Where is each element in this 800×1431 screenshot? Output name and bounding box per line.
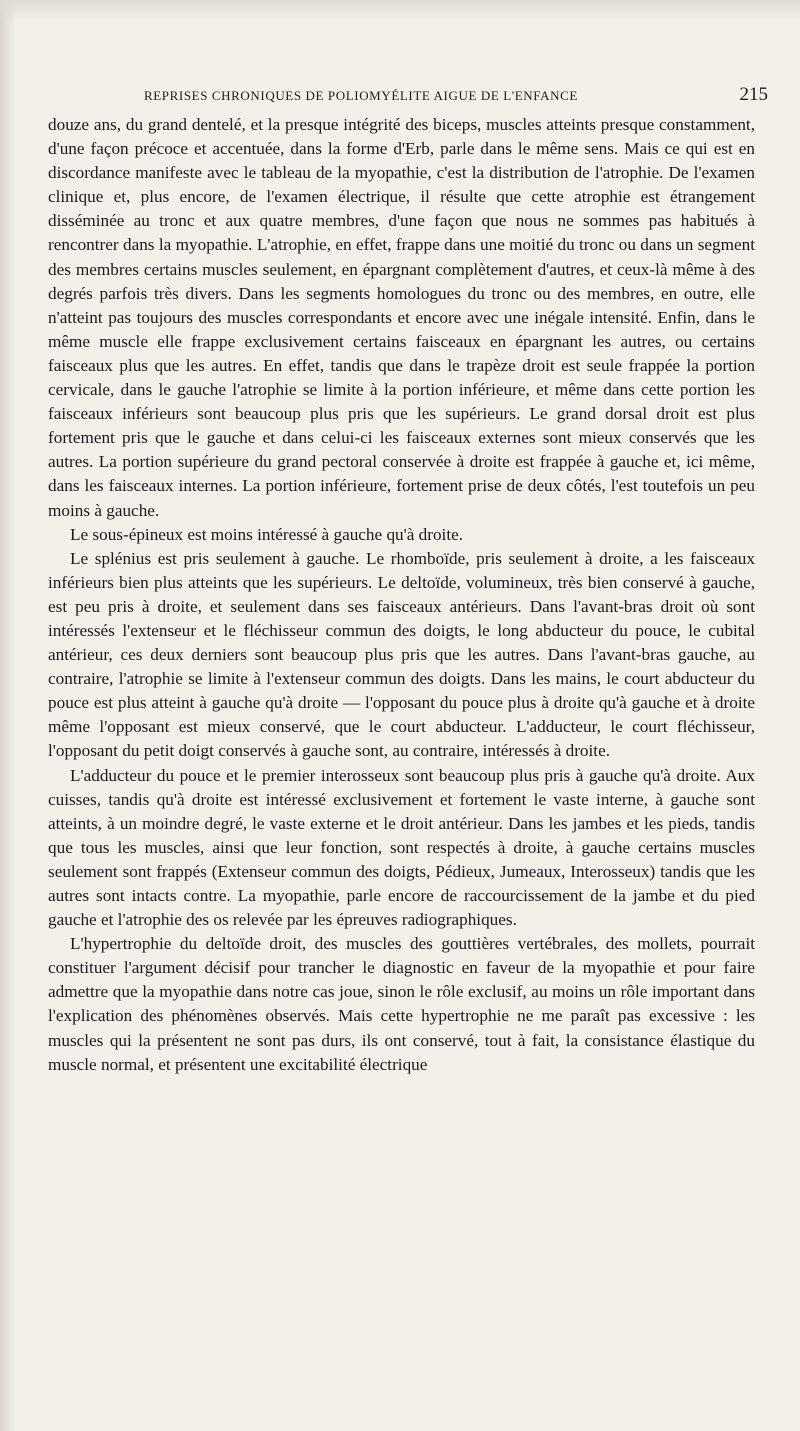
page-top-shadow [0,0,800,22]
paragraph-4: L'adducteur du pouce et le premier interosseux sont beaucoup plus pris à gauche qu'à droite. Aux cuisses, tandis qu'à droite est intéressé exclusivement et fortement le vaste interne, à gauche sont atteints, à un moindre degré, le vaste externe et le droit antérieur. Dans les jambes et les pieds, tandis que tous les muscles, ainsi que leur fonction, sont respectés à droite, à gauche certains muscles seulement sont frappés (Extenseur commun des doigts, Pédieux, Jumeaux, Interosseux) tandis que les autres sont intacts contre. La myopathie, parle encore de raccourcissement de la jambe et du pied gauche et l'atrophie des os relevée par les épreuves radiographiques. [48,765,755,930]
running-head [40,84,768,106]
paragraph-2: Le sous-épineux est moins intéressé à gauche qu'à droite. [70,524,464,544]
paragraph-1: douze ans, du grand dentelé, et la presque intégrité des biceps, muscles atteints presque constamment, d'une façon précoce et accentuée, dans la forme d'Erb, parle dans le même sens. Mais ce qui est en discordance manifeste avec le tableau de la myopathie, c'est la distribution de l'atrophie. De l'examen clinique et, plus encore, de l'examen électrique, il résulte que cette atrophie est étrangement disséminée au tronc et aux quatre membres, d'une façon que nous ne sommes pas habitués à rencontrer dans la myopathie. L'atrophie, en effet, frappe dans une moitié du tronc ou dans un segment des membres certains muscles seulement, en épargnant complètement d'autres, et ceux-là même à des degrés parfois très divers. Dans les segments homologues du tronc ou des membres, en outre, elle n'atteint pas toujours des muscles correspondants et encore avec une inégale intensité. Enfin, dans le même muscle elle frappe exclusivement certains faisceaux en épargnant les autres, ou certains faisceaux plus que les autres. En effet, tandis que dans le trapèze droit est seule frappée la portion cervicale, dans le gauche l'atrophie se limite à la portion inférieure, et même dans cette portion les faisceaux inférieurs sont beaucoup plus pris que les supérieurs. Le grand dorsal droit est plus fortement pris que le gauche et dans celui-ci les faisceaux externes sont mieux conservés que les autres. La portion supérieure du grand pectoral conservée à droite est frappée à gauche et, ici même, dans les faisceaux internes. La portion inférieure, fortement prise de deux côtés, l'est toutefois un peu moins à gauche. [48,115,755,520]
body-text [48,113,755,1077]
paragraph-3: Le splénius est pris seulement à gauche. Le rhomboïde, pris seulement à droite, a les faisceaux inférieurs bien plus atteints que les supérieurs. Le deltoïde, volumineux, très bien conservé à gauche, est peu pris à droite, et seulement dans ses faisceaux antérieurs. Dans l'avant-bras droit où sont intéressés l'extenseur et le fléchisseur commun des doigts, le long abducteur du pouce, le cubital antérieur, ces deux derniers sont beaucoup plus pris que les autres. Dans l'avant-bras gauche, au contraire, l'atrophie se limite à l'extenseur commun des doigts. Dans les mains, le court abducteur du pouce est plus atteint à gauche qu'à droite — l'opposant du pouce plus à droite qu'à gauche et à droite même l'opposant est mieux conservé, que le court abducteur. L'adducteur, le court fléchisseur, l'opposant du petit doigt conservés à gauche sont, au contraire, intéressés à droite. [48,548,755,761]
page-number: 215 [739,84,768,105]
running-title: REPRISES CHRONIQUES DE POLIOMYÉLITE AIGUE DE L'ENFANCE [144,88,578,103]
paragraph-5: L'hypertrophie du deltoïde droit, des muscles des gouttières vertébrales, des mollets, pourrait constituer l'argument décisif pour trancher le diagnostic en faveur de la myopathie et pour faire admettre que la myopathie dans notre cas joue, sinon le rôle exclusif, au moins un rôle important dans l'explication des phénomènes observés. Mais cette hypertrophie ne me paraît pas excessive : les muscles qui la présentent ne sont pas durs, ils ont conservé, tout à fait, la consistance élastique du muscle normal, et présentent une excitabilité électrique [48,934,755,1074]
page-binding-edge [0,0,14,1431]
